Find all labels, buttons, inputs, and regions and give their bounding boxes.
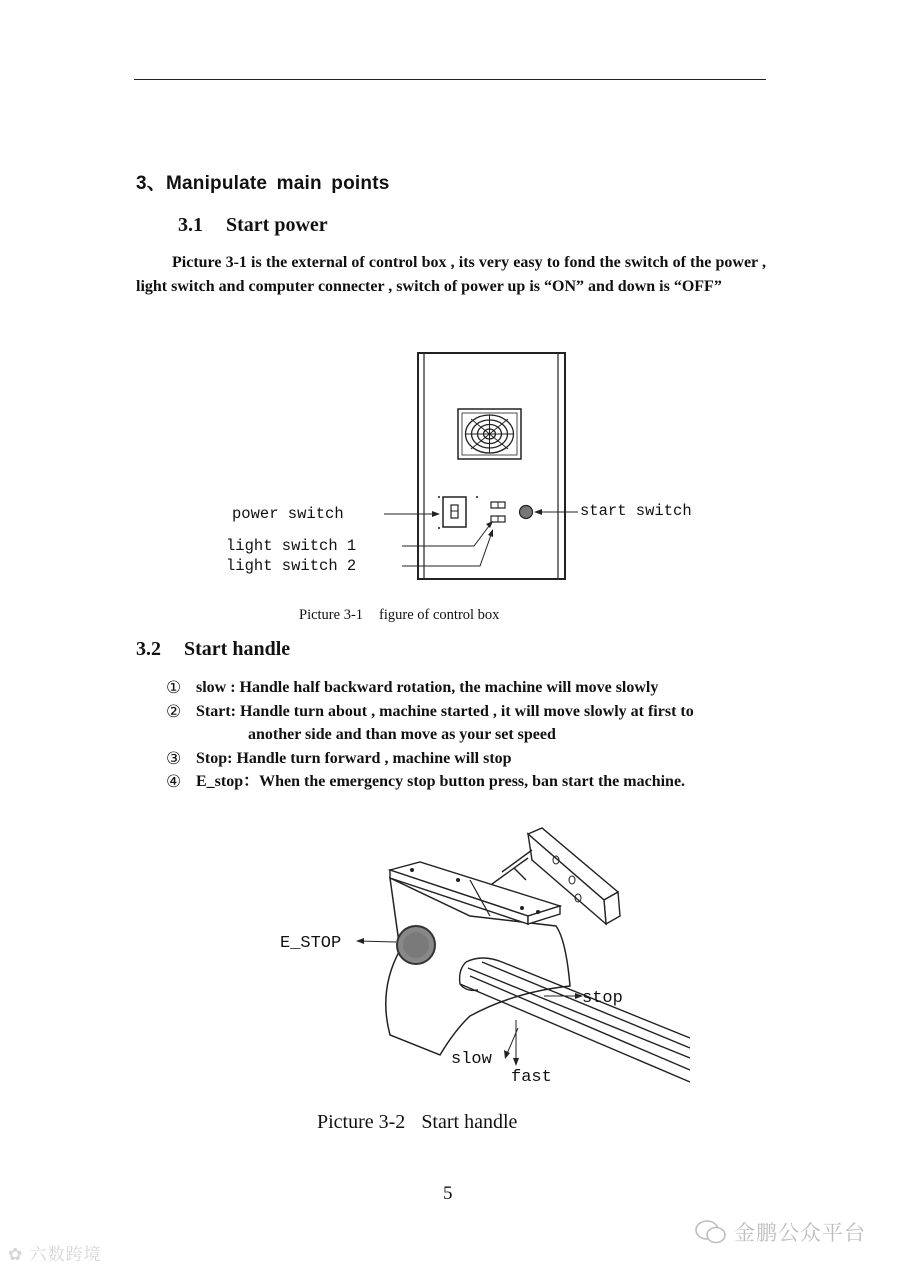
start-power-paragraph: Picture 3-1 is the external of control box , its very easy to fond the switch of the power , light switch and computer connecter , switch of power up is “ON” and down is “OFF” bbox=[136, 254, 766, 295]
list-item-text: Start: Handle turn about , machine started , it will move slowly at first to bbox=[196, 702, 694, 720]
watermark-left bbox=[8, 1240, 102, 1265]
arrow-icon bbox=[432, 511, 440, 517]
caption-number: Picture 3-2 bbox=[317, 1111, 406, 1133]
slow-label: slow bbox=[451, 1050, 492, 1069]
light-switch-1-leader bbox=[402, 526, 489, 546]
watermark-right-text: 金鹏公众平台 bbox=[734, 1221, 866, 1245]
figure-3-2-caption bbox=[317, 1111, 517, 1134]
start-switch-icon bbox=[520, 506, 533, 519]
light-switch-icon bbox=[491, 516, 505, 522]
fan-icon bbox=[458, 409, 521, 459]
control-box-figure bbox=[220, 350, 740, 585]
watermark-logo-icon: ✿ bbox=[8, 1245, 30, 1265]
subsection-heading-3-2 bbox=[136, 638, 290, 661]
subsection-number: 3.1 bbox=[178, 214, 203, 236]
arrow-icon bbox=[534, 509, 542, 515]
light-switch-icon bbox=[491, 502, 505, 508]
handle-instructions-list bbox=[166, 676, 776, 794]
bolt-hole bbox=[520, 906, 524, 910]
caption-text: Start handle bbox=[421, 1111, 518, 1133]
list-item bbox=[166, 700, 776, 747]
caption-number: Picture 3-1 bbox=[299, 607, 364, 623]
light-switch-1-label: light switch 1 bbox=[226, 537, 357, 555]
caption-text: figure of control box bbox=[379, 607, 500, 623]
list-item bbox=[166, 770, 776, 794]
list-marker: ① bbox=[166, 678, 182, 697]
list-item bbox=[166, 747, 776, 771]
bolt-hole bbox=[456, 878, 460, 882]
subsection-title: Start power bbox=[226, 214, 328, 236]
subsection-title: Start handle bbox=[184, 638, 291, 660]
list-marker: ② bbox=[166, 701, 182, 721]
figure-3-1-caption bbox=[299, 607, 499, 624]
header-rule bbox=[134, 79, 766, 80]
list-item-text: Stop: Handle turn forward , machine will stop bbox=[196, 749, 512, 767]
bolt-hole bbox=[410, 868, 414, 872]
page-number: 5 bbox=[443, 1183, 453, 1204]
subsection-heading-3-1 bbox=[178, 214, 328, 237]
bolt-hole bbox=[536, 910, 540, 914]
wechat-icon bbox=[694, 1219, 728, 1245]
power-switch-label: power switch bbox=[232, 505, 344, 523]
arrow-icon bbox=[513, 1058, 519, 1066]
arrow-icon bbox=[488, 529, 493, 537]
list-item-text: E_stop：When the emergency stop button press, ban start the machine. bbox=[196, 773, 686, 790]
watermark-left-text: 六数跨境 bbox=[29, 1245, 102, 1265]
arrow-icon bbox=[356, 938, 364, 944]
arrow-icon bbox=[486, 521, 493, 528]
arrow-icon bbox=[504, 1050, 510, 1059]
light-switch-2-label: light switch 2 bbox=[226, 557, 357, 575]
stop-label: stop bbox=[582, 989, 623, 1008]
list-item bbox=[166, 676, 776, 700]
list-marker: ④ bbox=[166, 772, 182, 791]
list-item-continuation: another side and than move as your set speed bbox=[248, 726, 556, 743]
power-switch-icon bbox=[438, 496, 478, 529]
watermark-right bbox=[694, 1217, 866, 1247]
start-switch-label: start switch bbox=[580, 502, 692, 520]
fast-label: fast bbox=[511, 1068, 552, 1087]
e-stop-label: E_STOP bbox=[280, 934, 342, 953]
light-switch-2-leader bbox=[402, 535, 491, 566]
section-heading: 3、Manipulate main points bbox=[136, 173, 390, 194]
start-handle-figure bbox=[270, 820, 690, 1105]
list-marker: ③ bbox=[166, 748, 182, 768]
subsection-number: 3.2 bbox=[136, 638, 161, 660]
control-box-outline bbox=[418, 353, 565, 579]
list-item-text: slow : Handle half backward rotation, the machine will move slowly bbox=[196, 679, 659, 696]
